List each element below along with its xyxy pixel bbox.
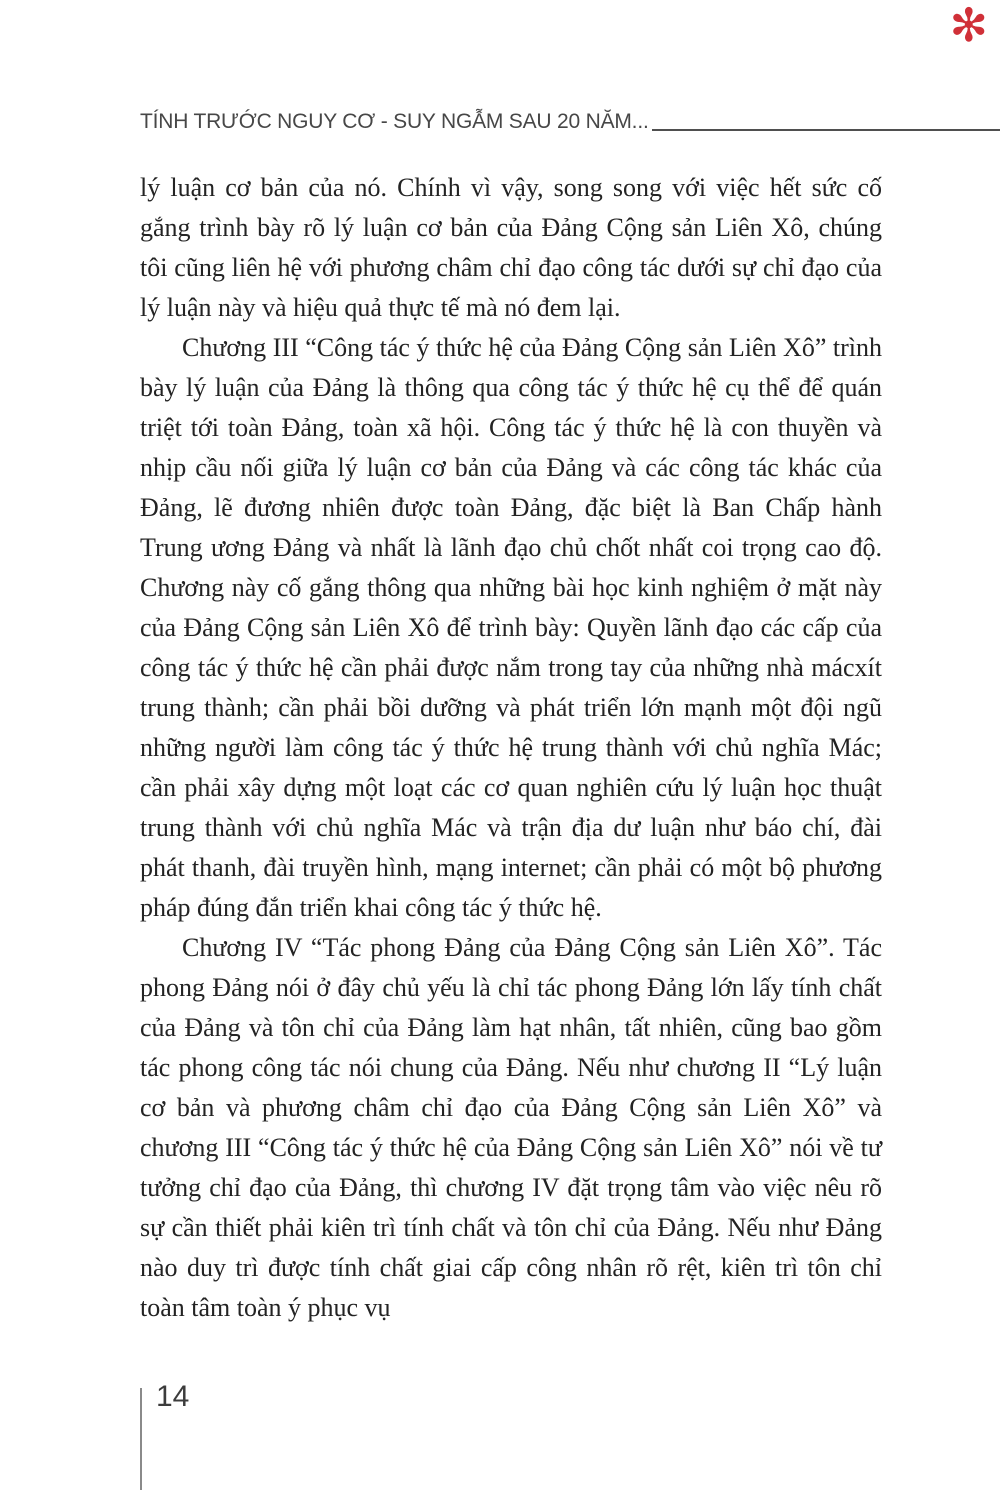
body-text xyxy=(140,168,882,1328)
running-header-title: TÍNH TRƯỚC NGUY CƠ - SUY NGẪM SAU 20 NĂM... xyxy=(140,110,649,133)
header-rule xyxy=(652,129,1000,131)
running-header xyxy=(140,110,1000,134)
paragraph: lý luận cơ bản của nó. Chính vì vậy, song song với việc hết sức cố gắng trình bày rõ lý luận cơ bản của Đảng Cộng sản Liên Xô, chúng tôi cũng liên hệ với phương châm chỉ đạo công tác dưới sự chỉ đạo của lý luận này và hiệu quả thực tế mà nó đem lại. xyxy=(140,173,882,322)
footer-rule xyxy=(140,1388,142,1490)
paragraph: Chương IV “Tác phong Đảng của Đảng Cộng sản Liên Xô”. Tác phong Đảng nói ở đây chủ yếu là chỉ tác phong Đảng lớn lấy tính chất của Đảng và tôn chỉ của Đảng làm hạt nhân, tất nhiên, cũng bao gồm tác phong công tác nói chung của Đảng. Nếu như chương II “Lý luận cơ bản và phương châm chỉ đạo của Đảng Cộng sản Liên Xô” và chương III “Công tác ý thức hệ của Đảng Cộng sản Liên Xô” nói về tư tưởng chỉ đạo của Đảng, thì chương IV đặt trọng tâm vào việc nêu rõ sự cần thiết phải kiên trì tính chất và tôn chỉ của Đảng. Nếu như Đảng nào duy trì được tính chất giai cấp công nhân rõ rệt, kiên trì tôn chỉ toàn tâm toàn ý phục vụ xyxy=(140,933,882,1322)
paragraph: Chương III “Công tác ý thức hệ của Đảng Cộng sản Liên Xô” trình bày lý luận của Đảng là thông qua công tác ý thức hệ cụ thể để quán triệt tới toàn Đảng, toàn xã hội. Công tác ý thức hệ là con thuyền và nhịp cầu nối giữa lý luận cơ bản của Đảng và các công tác khác của Đảng, lẽ đương nhiên được toàn Đảng, đặc biệt là Ban Chấp hành Trung ương Đảng và nhất là lãnh đạo chủ chốt nhất coi trọng cao độ. Chương này cố gắng thông qua những bài học kinh nghiệm ở mặt này của Đảng Cộng sản Liên Xô để trình bày: Quyền lãnh đạo các cấp của công tác ý thức hệ cần phải được nắm trong tay của những nhà mácxít trung thành; cần phải bồi dưỡng và phát triển lớn mạnh một đội ngũ những người làm công tác ý thức hệ trung thành với chủ nghĩa Mác; cần phải xây dựng một loạt các cơ quan nghiên cứu lý luận học thuật trung thành với chủ nghĩa Mác và trận địa dư luận như báo chí, đài phát thanh, đài truyền hình, mạng internet; cần phải có một bộ phương pháp đúng đắn triển khai công tác ý thức hệ. xyxy=(140,333,882,922)
flower-ornament-icon: ✻ xyxy=(949,0,988,52)
page-number: 14 xyxy=(156,1380,190,1413)
